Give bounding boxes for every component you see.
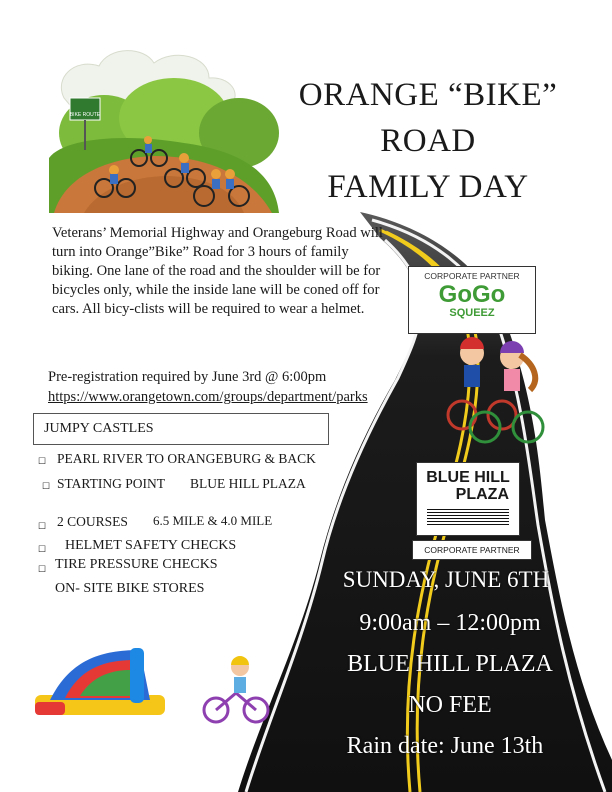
- gogo-logo-top: GoGo: [438, 281, 506, 308]
- title-line-2: ROAD: [380, 123, 476, 159]
- blue-hill-partner-label: CORPORATE PARTNER: [412, 540, 532, 560]
- girl-biking-illustration: [198, 655, 276, 727]
- tire-checks-item: TIRE PRESSURE CHECKS: [55, 557, 218, 572]
- title-line-1: ORANGE “BIKE”: [298, 77, 558, 113]
- kids-biking-illustration: [440, 335, 550, 450]
- bullet-icon: ☐: [38, 456, 47, 466]
- registration-url[interactable]: https://www.orangetown.com/groups/department/parks: [48, 389, 368, 405]
- helmet-checks-item: HELMET SAFETY CHECKS: [65, 538, 237, 553]
- blue-hill-logo-stripes: [427, 507, 509, 525]
- family-biking-illustration: [44, 38, 284, 218]
- bounce-slide-illustration: [30, 640, 170, 725]
- starting-point-value: BLUE HILL PLAZA: [190, 476, 306, 491]
- title-line-3: FAMILY DAY: [327, 169, 529, 205]
- gogo-squeez-sponsor: [408, 266, 536, 334]
- event-location: BLUE HILL PLAZA: [347, 651, 553, 677]
- gogo-partner-label: CORPORATE PARTNER: [424, 271, 520, 281]
- event-date: SUNDAY, JUNE 6TH: [342, 567, 550, 592]
- bike-route-sign: BIKE ROUTE: [69, 112, 101, 118]
- gogo-logo-bottom: SQUEEZ: [449, 307, 495, 319]
- courses-value: 6.5 MILE & 4.0 MILE: [153, 513, 273, 528]
- event-fee: NO FEE: [408, 692, 492, 718]
- blue-hill-plaza-sponsor: [416, 462, 520, 536]
- bullet-icon: ☐: [42, 481, 51, 491]
- courses-label: 2 COURSES: [57, 514, 128, 529]
- blue-hill-logo-line-2: PLAZA: [455, 486, 509, 503]
- bike-stores-item: ON- SITE BIKE STORES: [55, 581, 205, 596]
- rain-date: Rain date: June 13th: [346, 733, 544, 759]
- starting-point-label: STARTING POINT: [57, 476, 165, 491]
- event-time: 9:00am – 12:00pm: [359, 610, 541, 636]
- registration-deadline: Pre-registration required by June 3rd @ 6:00pm: [48, 369, 327, 385]
- registration-info: [48, 367, 438, 407]
- bullet-icon: ☐: [38, 564, 47, 574]
- bullet-icon: ☐: [38, 544, 47, 554]
- intro-paragraph: Veterans’ Memorial Highway and Orangeburg Road will turn into Orange”Bike” Road for 3 hours of family biking. One lane of the road and the shoulder will be for bicycles only, while the inside lane will be coned off for cars. All bicy-clists will be required to wear a helmet.: [52, 225, 383, 317]
- blue-hill-logo-line-1: BLUE HILL: [426, 469, 510, 486]
- bullet-icon: ☐: [38, 521, 47, 531]
- route-item: PEARL RIVER TO ORANGEBURG & BACK: [57, 451, 316, 466]
- jumpy-castles-box: JUMPY CASTLES: [33, 413, 329, 445]
